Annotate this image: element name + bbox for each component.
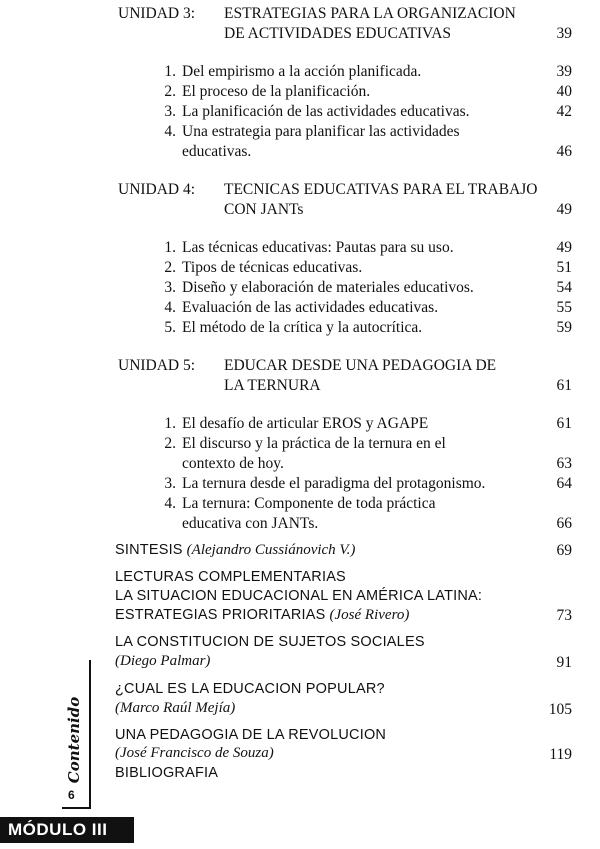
pedagogia-title: UNA PEDAGOGIA DE LA REVOLUCION: [115, 727, 387, 743]
u5-item-4: 4. La ternura: Componente de toda práctica: [164, 495, 436, 512]
u5-item-1: 1. El desafío de articular EROS y AGAPE: [164, 415, 429, 432]
u4-item-2-page: 51: [556, 259, 572, 276]
u4-item-2: 2. Tipos de técnicas educativas.: [164, 259, 363, 276]
u5-item-4-page: 66: [556, 515, 572, 532]
u5-item-4-cont: educativa con JANTs.: [182, 515, 319, 532]
u5-item-3-page: 64: [556, 475, 572, 492]
lecturas-title-line1: LA SITUACION EDUCACIONAL EN AMÉRICA LATINA:: [115, 588, 483, 604]
sintesis-page: 69: [556, 542, 572, 559]
popular-page: 105: [548, 701, 572, 718]
constitucion-author: (Diego Palmar): [115, 653, 211, 669]
u3-item-1: 1. Del empirismo a la acción planificada.: [164, 63, 422, 80]
side-horizontal-rule: [62, 807, 91, 809]
u3-item-3: 3. La planificación de las actividades educativas.: [164, 103, 470, 120]
constitucion-page: 91: [556, 654, 572, 671]
constitucion-title: LA CONSTITUCION DE SUJETOS SOCIALES: [115, 634, 425, 650]
sintesis-entry: SINTESIS (Alejandro Cussiánovich V.): [115, 542, 356, 558]
popular-title: ¿CUAL ES LA EDUCACION POPULAR?: [115, 681, 385, 697]
u3-item-3-page: 42: [556, 103, 572, 120]
u4-item-5: 5. El método de la crítica y la autocrítica.: [164, 319, 423, 336]
u5-page: 61: [556, 377, 572, 394]
u5-title-line2: LA TERNURA: [224, 377, 321, 394]
page-number: 6: [68, 788, 75, 802]
u4-label: UNIDAD 4:: [118, 181, 196, 198]
pedagogia-author: (José Francisco de Souza): [115, 745, 274, 761]
u5-item-3: 3. La ternura desde el paradigma del protagonismo.: [164, 475, 486, 492]
u5-label: UNIDAD 5:: [118, 357, 196, 374]
u4-page: 49: [556, 201, 572, 218]
u3-title-line2: DE ACTIVIDADES EDUCATIVAS: [224, 25, 452, 42]
u3-item-4-cont: educativas.: [182, 143, 252, 160]
u3-label: UNIDAD 3:: [118, 5, 196, 22]
u4-item-1-page: 49: [556, 239, 572, 256]
side-label: Contenido: [65, 696, 83, 784]
u5-item-2-page: 63: [556, 455, 572, 472]
lecturas-page: 73: [556, 607, 572, 624]
u3-item-2-page: 40: [556, 83, 572, 100]
u3-item-4-page: 46: [556, 143, 572, 160]
u4-item-4-page: 55: [556, 299, 572, 316]
u4-item-3: 3. Diseño y elaboración de materiales educativos.: [164, 279, 474, 296]
u4-item-5-page: 59: [556, 319, 572, 336]
u4-title-line2: CON JANTs: [224, 201, 304, 218]
side-vertical-rule: [89, 660, 91, 808]
lecturas-heading: LECTURAS COMPLEMENTARIAS: [115, 569, 346, 585]
u3-title-line1: ESTRATEGIAS PARA LA ORGANIZACION: [224, 5, 516, 22]
u5-item-2-cont: contexto de hoy.: [182, 455, 284, 472]
u3-item-2: 2. El proceso de la planificación.: [164, 83, 371, 100]
u4-item-4: 4. Evaluación de las actividades educativas.: [164, 299, 439, 316]
u5-item-2: 2. El discurso y la práctica de la ternura en el: [164, 435, 446, 452]
popular-author: (Marco Raúl Mejía): [115, 700, 236, 716]
u3-item-4: 4. Una estrategia para planificar las actividades: [164, 123, 460, 140]
pedagogia-page: 119: [549, 746, 572, 763]
bibliografia: BIBLIOGRAFIA: [115, 765, 219, 781]
u4-item-3-page: 54: [556, 279, 572, 296]
u5-title-line1: EDUCAR DESDE UNA PEDAGOGIA DE: [224, 357, 497, 374]
u3-page: 39: [556, 25, 572, 42]
u4-item-1: 1. Las técnicas educativas: Pautas para su uso.: [164, 239, 454, 256]
u4-title-line1: TECNICAS EDUCATIVAS PARA EL TRABAJO: [224, 181, 538, 198]
module-footer-label: MÓDULO III: [0, 817, 134, 843]
lecturas-title-line2: ESTRATEGIAS PRIORITARIAS (José Rivero): [115, 607, 410, 623]
u3-item-1-page: 39: [556, 63, 572, 80]
u5-item-1-page: 61: [556, 415, 572, 432]
